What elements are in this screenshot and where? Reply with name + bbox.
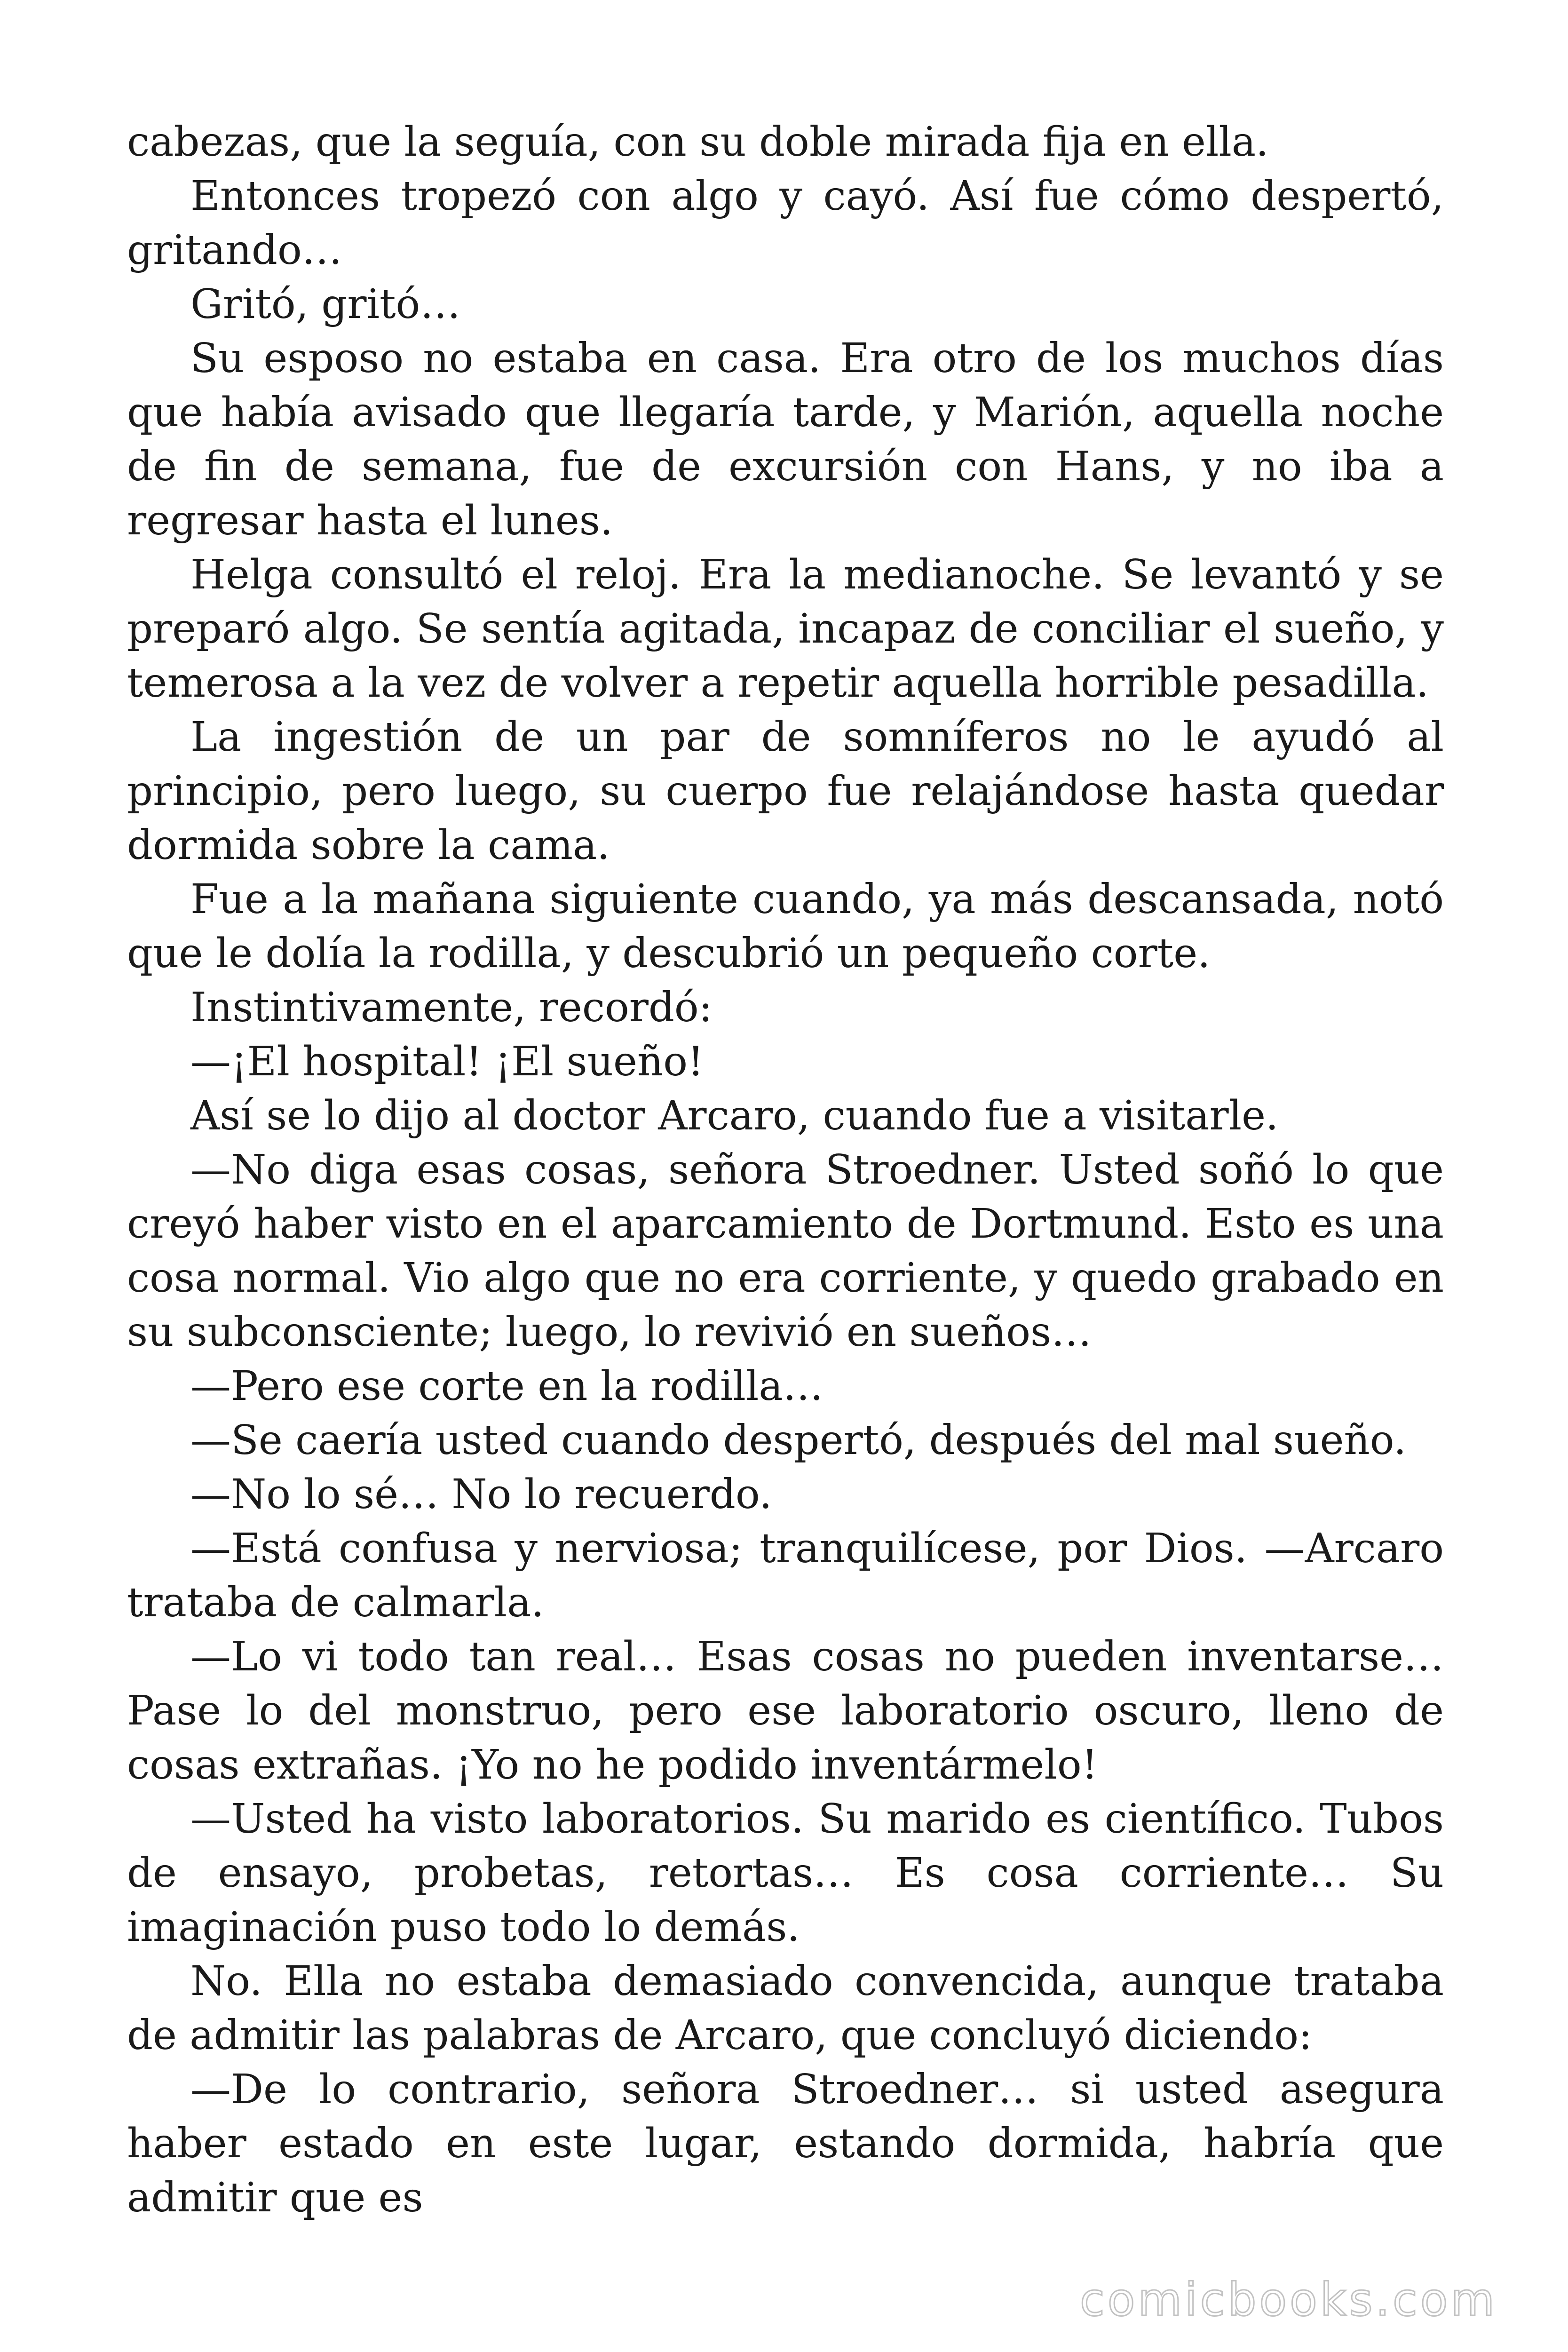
paragraph: No. Ella no estaba demasiado convencida, aunque trataba de admitir las palabras de Arcaro, que concluyó diciendo: [127, 1958, 1444, 2059]
paragraph: Así se lo dijo al doctor Arcaro, cuando fue a visitarle. [190, 1092, 1279, 1139]
dialogue-line: —Pero ese corte en la rodilla… [190, 1363, 824, 1410]
paragraph: Gritó, gritó… [190, 281, 461, 328]
book-page-text [127, 115, 1444, 2225]
dialogue-line: —Está confusa y nerviosa; tranquilícese, por Dios. —Arcaro trataba de calmarla. [127, 1525, 1444, 1626]
paragraph: Fue a la mañana siguiente cuando, ya más descansada, notó que le dolía la rodilla, y descubrió un pequeño corte. [127, 876, 1444, 977]
paragraph: La ingestión de un par de somníferos no le ayudó al principio, pero luego, su cuerpo fue relajándose hasta quedar dormida sobre la cama. [127, 714, 1444, 869]
dialogue-line: —¡El hospital! ¡El sueño! [190, 1038, 704, 1085]
dialogue-line: —Lo vi todo tan real… Esas cosas no pueden inventarse… Pase lo del monstruo, pero ese laboratorio oscuro, lleno de cosas extrañas. ¡Yo no he podido inventármelo! [127, 1633, 1444, 1788]
paragraph: Su esposo no estaba en casa. Era otro de los muchos días que había avisado que llegaría tarde, y Marión, aquella noche de fin de semana, fue de excursión con Hans, y no iba a regresar hasta el lunes. [127, 335, 1444, 544]
dialogue-line: —Usted ha visto laboratorios. Su marido es científico. Tubos de ensayo, probetas, retortas… Es cosa corriente… Su imaginación puso todo lo demás. [127, 1796, 1444, 1951]
dialogue-line: —Se caería usted cuando despertó, después del mal sueño. [190, 1417, 1407, 1464]
dialogue-line: —No lo sé… No lo recuerdo. [190, 1471, 772, 1518]
paragraph: Helga consultó el reloj. Era la medianoche. Se levantó y se preparó algo. Se sentía agitada, incapaz de conciliar el sueño, y temerosa a la vez de volver a repetir aquella horrible pesadilla. [127, 551, 1444, 707]
paragraph: Entonces tropezó con algo y cayó. Así fue cómo despertó, gritando… [127, 173, 1444, 274]
paragraph-continuation: cabezas, que la seguía, con su doble mirada fija en ella. [127, 119, 1269, 166]
dialogue-line: —No diga esas cosas, señora Stroedner. Usted soñó lo que creyó haber visto en el aparcamiento de Dortmund. Esto es una cosa normal. Vio algo que no era corriente, y quedo grabado en su subconsciente; luego, lo revivió en sueños… [127, 1146, 1444, 1356]
watermark-logo: comicbooks.com [1079, 2273, 1497, 2326]
paragraph: Instintivamente, recordó: [190, 984, 713, 1031]
dialogue-line: —De lo contrario, señora Stroedner… si usted asegura haber estado en este lugar, estando dormida, habría que admitir que es [127, 2066, 1444, 2221]
